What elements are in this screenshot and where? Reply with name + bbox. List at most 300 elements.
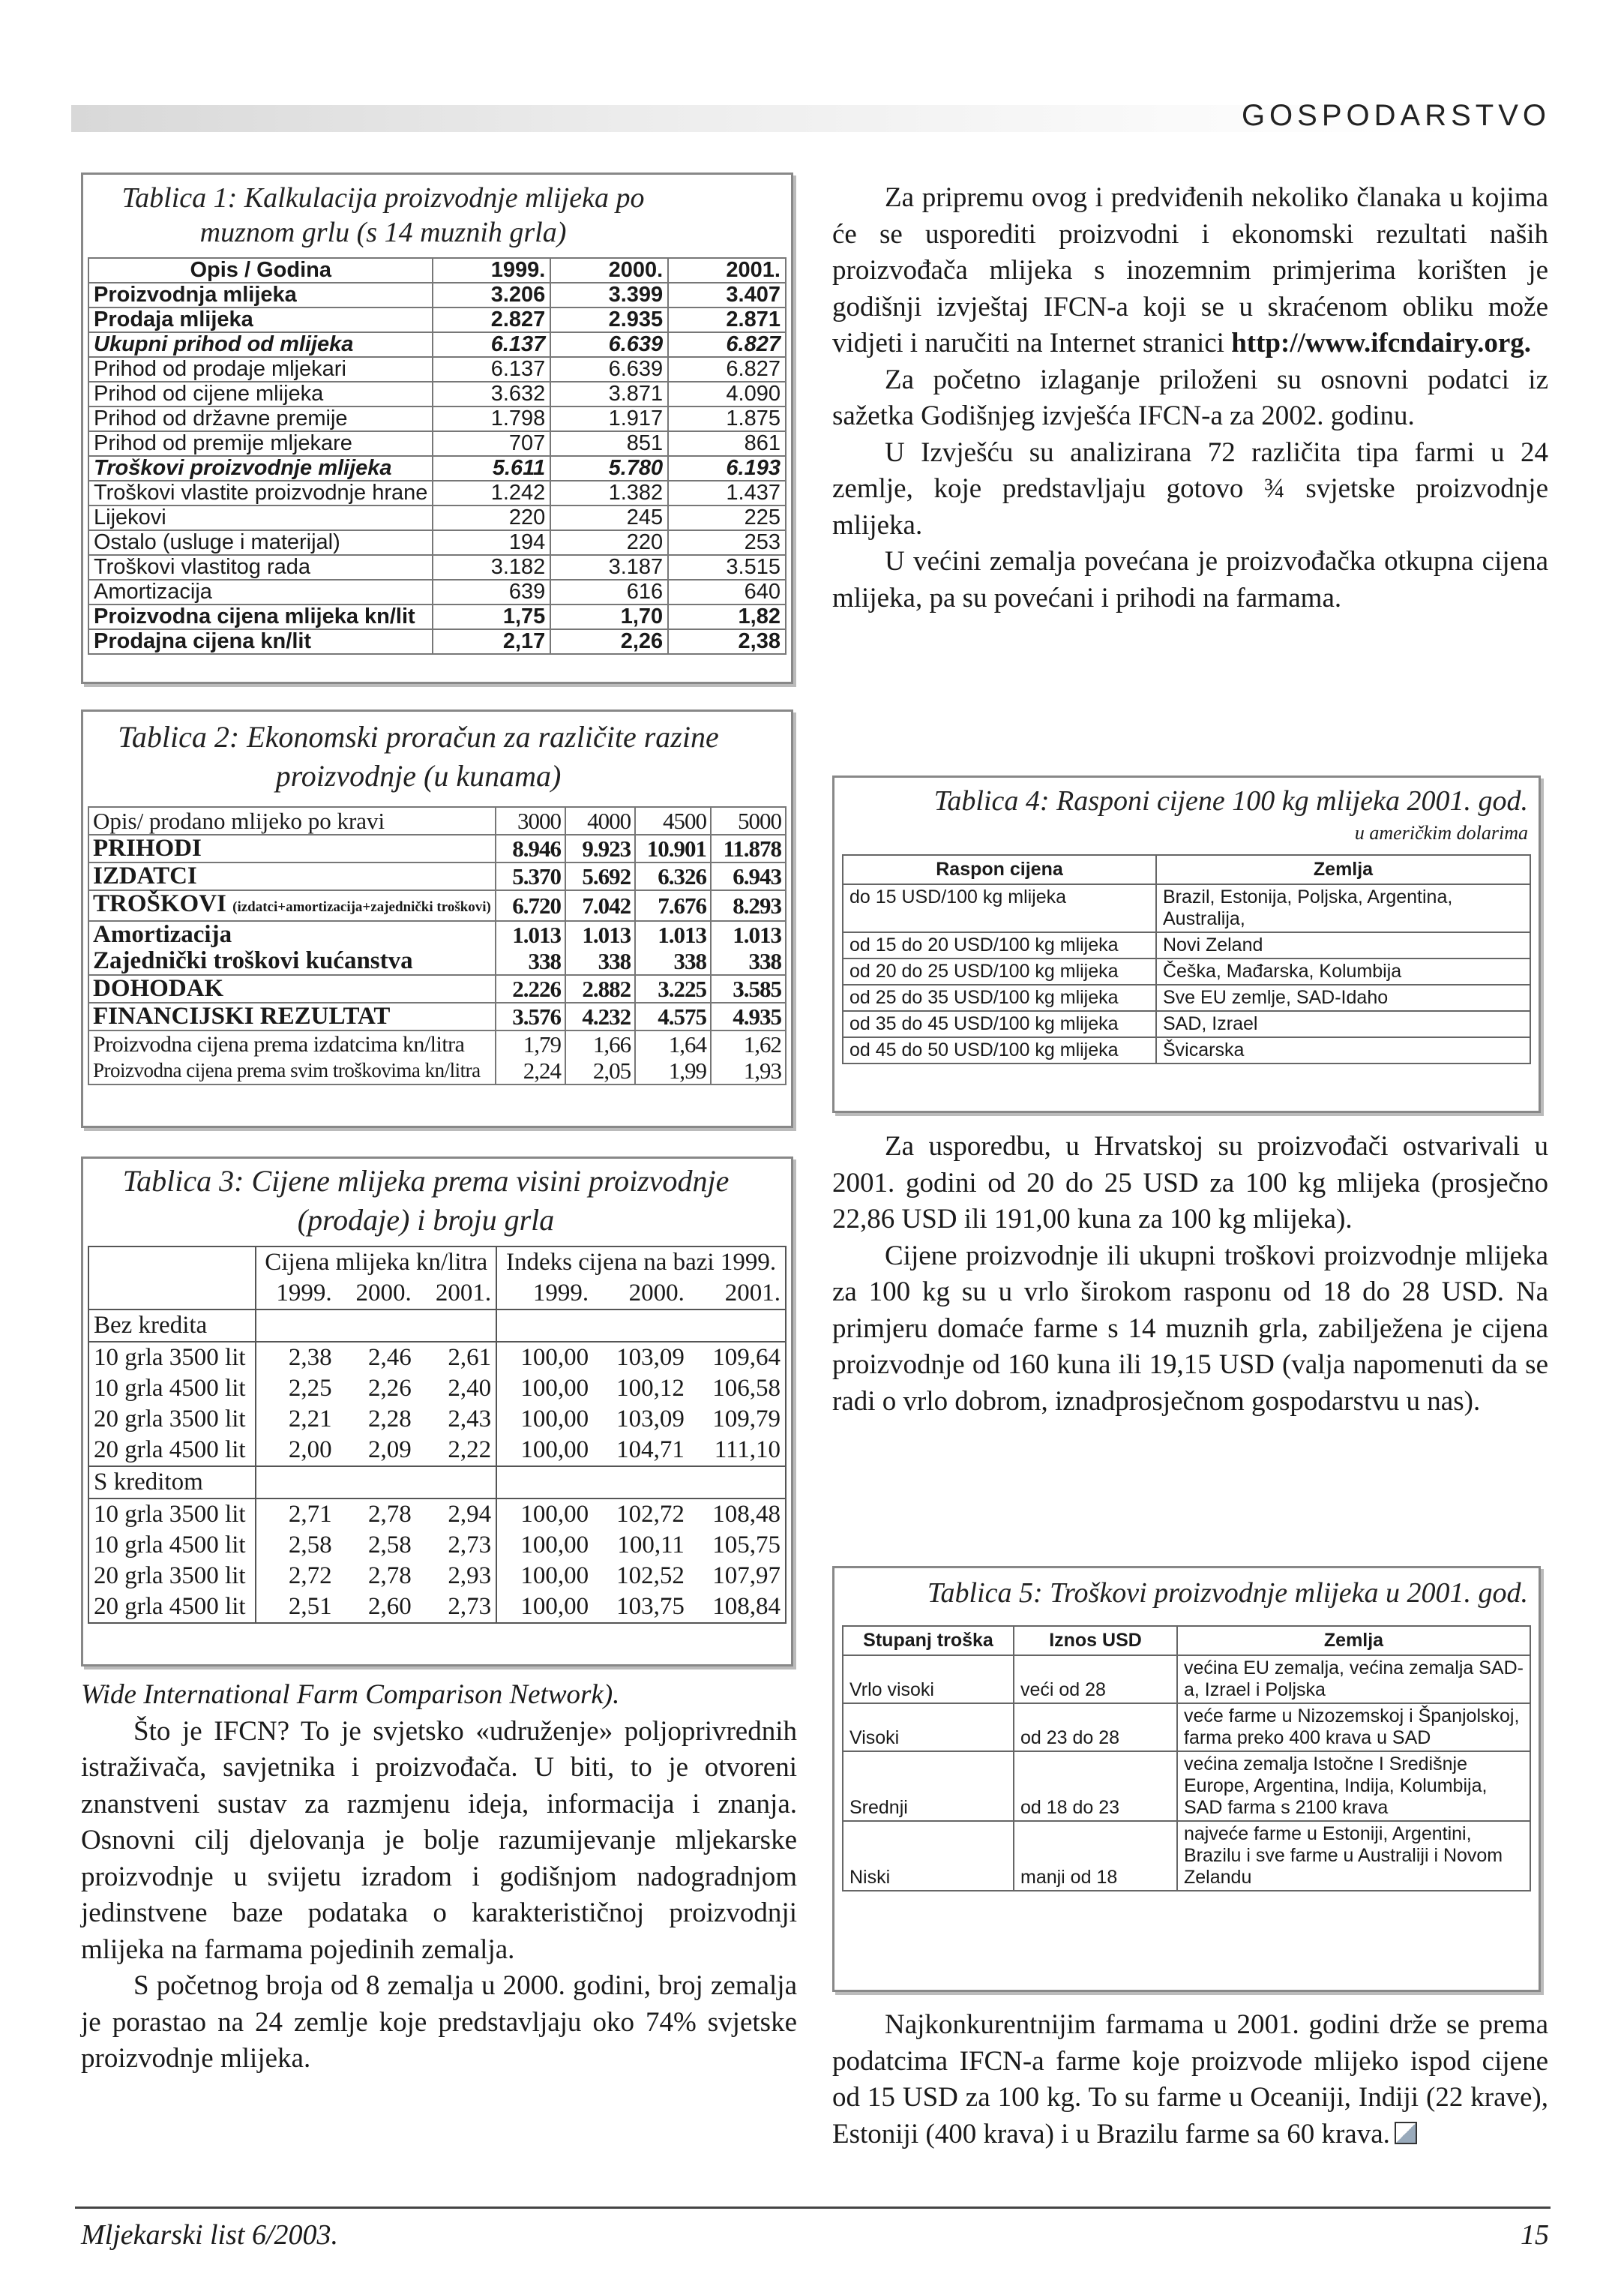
- table-cell-value: 11.878: [711, 835, 786, 862]
- table-cell: Srednji: [843, 1751, 1014, 1821]
- table-3-title: Tablica 3: Cijene mlijeka prema visini proizvodnje (prodaje) i broju grla: [122, 1164, 730, 1237]
- table-cell-value: 2,24: [496, 1058, 565, 1084]
- table-cell-label: 10 grla 3500 lit: [88, 1498, 256, 1530]
- column-header: 1999.: [433, 258, 550, 283]
- right-article-text-3: [832, 2007, 1548, 2152]
- table-cell-label: Prodaja mlijeka: [88, 308, 433, 332]
- table-row: [88, 629, 786, 654]
- table-cell: Vrlo visoki: [843, 1655, 1014, 1703]
- table-cell-value: 109,64: [712, 1344, 781, 1371]
- paragraph: U Izvješću su analizirana 72 različita tipa farmi u 24 zemlje, koje predstavljaju gotovo ¾ svjetske proizvodnje mlijeka.: [832, 436, 1548, 541]
- column-header: Zemlja: [1156, 855, 1530, 884]
- table-cell-label: 20 grla 3500 lit: [88, 1561, 256, 1592]
- table-cell-value: 2,71: [288, 1501, 332, 1528]
- right-article-text-2: [832, 1129, 1548, 1420]
- table-cell-value: 3.182: [433, 555, 550, 580]
- table-cell-value: 3.187: [550, 555, 668, 580]
- table-cell-value: 2,61: [416, 1342, 496, 1373]
- table-cell-value: 2,00: [256, 1435, 336, 1466]
- table-cell-label: Amortizacija: [88, 921, 496, 948]
- table-cell-value: 2.226: [496, 975, 565, 1003]
- table-row: [88, 1530, 786, 1561]
- table-cell-value: 1.917: [550, 406, 668, 431]
- table-cell: veće farme u Nizozemskoj i Španjolskoj, farma preko 400 krava u SAD: [1177, 1703, 1530, 1751]
- column-header: 2001.: [668, 258, 786, 283]
- column-header: Opis/ prodano mlijeko po kravi: [88, 807, 496, 835]
- table-cell-value: 2,40: [416, 1373, 496, 1404]
- table-cell: Sve EU zemlje, SAD-Idaho: [1156, 985, 1530, 1011]
- table-cell-value: 100,00: [520, 1532, 589, 1558]
- table-cell-value: 1.013: [496, 921, 565, 948]
- table-cell: Češka, Mađarska, Kolumbija: [1156, 958, 1530, 985]
- table-cell-value: 1.875: [668, 406, 786, 431]
- table-row: [88, 1342, 786, 1373]
- table-cell-value: 100,11: [617, 1532, 685, 1558]
- year-header: 2001.: [416, 1278, 496, 1310]
- table-cell-value: 2,21: [288, 1406, 332, 1432]
- table-4-title: Tablica 4: Rasponi cijene 100 kg mlijeka 2001. god.: [933, 785, 1528, 817]
- section-label: Bez kredita: [88, 1310, 256, 1342]
- table-1-header-row: [88, 258, 786, 283]
- table-cell: od 45 do 50 USD/100 kg mlijeka: [843, 1037, 1156, 1064]
- table-cell: do 15 USD/100 kg mlijeka: [843, 884, 1156, 932]
- table-cell-value: 245: [550, 506, 668, 530]
- table-5-title: Tablica 5: Troškovi proizvodnje mlijeka u 2001. god.: [927, 1577, 1528, 1609]
- table-row: [843, 884, 1530, 932]
- table-cell-value: 2,26: [368, 1375, 412, 1402]
- table-cell-value: 2,58: [368, 1532, 412, 1558]
- table-cell-value: 6.137: [433, 332, 550, 357]
- table-cell-value: 6.720: [496, 890, 565, 921]
- empty-cell: [496, 1310, 786, 1342]
- table-cell-value: 338: [496, 948, 565, 975]
- table-cell-value: 4.232: [565, 1003, 635, 1030]
- table-cell-value: 6.943: [711, 862, 786, 890]
- section-label: S kreditom: [88, 1466, 256, 1498]
- table-cell-value: 2,60: [337, 1592, 416, 1623]
- table-cell-value: 6.827: [668, 357, 786, 382]
- empty-cell: [88, 1278, 256, 1310]
- table-cell-value: 2,26: [550, 629, 668, 654]
- table-4: [842, 854, 1531, 1064]
- table-cell-label: DOHODAK: [88, 975, 496, 1003]
- table-cell-value: 5.780: [550, 456, 668, 481]
- table-cell-label: 20 grla 4500 lit: [88, 1435, 256, 1466]
- table-cell-value: 2,28: [368, 1406, 412, 1432]
- table-cell-value: 108,84: [689, 1592, 786, 1623]
- table-cell-value: 4.090: [668, 382, 786, 406]
- table-cell-value: 100,00: [520, 1501, 589, 1528]
- table-cell-label: Zajednički troškovi kućanstva: [88, 948, 496, 975]
- table-cell-value: 6.193: [668, 456, 786, 481]
- table-cell-label: Prihod od premije mljekare: [88, 431, 433, 456]
- table-row: [88, 890, 786, 921]
- table-row: [88, 406, 786, 431]
- paragraph: S početnog broja od 8 zemalja u 2000. godini, broj zemalja je porastao na 24 zemlje koje predstavljaju oko 74% svjetske proizvodnje mlijeka.: [81, 1970, 797, 2074]
- table-cell-value: 102,52: [616, 1562, 685, 1589]
- table-row: [843, 1821, 1530, 1891]
- table-cell-value: 2,22: [416, 1435, 496, 1466]
- table-row: [88, 604, 786, 629]
- table-cell-value: 1.382: [550, 481, 668, 506]
- table-2-box: [81, 710, 793, 1128]
- table-cell: Švicarska: [1156, 1037, 1530, 1064]
- table-cell-value: 1.437: [668, 481, 786, 506]
- footer-rule: [75, 2206, 1551, 2209]
- table-cell-value: 2.935: [550, 308, 668, 332]
- table-row: [88, 1058, 786, 1084]
- table-row: [88, 1498, 786, 1530]
- right-article-text-1: [832, 180, 1548, 616]
- year-header: 2000.: [593, 1278, 689, 1310]
- table-cell-label: Proizvodnja mlijeka: [88, 283, 433, 308]
- table-cell-value: 9.923: [565, 835, 635, 862]
- table-cell-value: 2.871: [668, 308, 786, 332]
- table-cell-value: 1,62: [711, 1030, 786, 1058]
- paragraph: Za početno izlaganje priloženi su osnovni podatci iz sažetka Godišnjeg izvješća IFCN-a za 2002. godinu.: [832, 364, 1548, 431]
- empty-cell: [256, 1466, 496, 1498]
- table-4-box: [832, 776, 1541, 1113]
- table-cell-value: 1,82: [668, 604, 786, 629]
- column-header: 2000.: [550, 258, 668, 283]
- table-cell-value: 2,46: [368, 1344, 412, 1371]
- table-cell-label: Prodajna cijena kn/lit: [88, 629, 433, 654]
- table-cell-value: 104,71: [593, 1435, 689, 1466]
- column-header: 3000: [496, 807, 565, 835]
- table-cell-value: 2,51: [256, 1592, 336, 1623]
- table-cell-value: 2,17: [433, 629, 550, 654]
- table-cell-value: 108,48: [712, 1501, 781, 1528]
- left-article-text: [81, 1677, 797, 2078]
- table-cell-value: 106,58: [712, 1375, 781, 1402]
- table-4-subtitle: u američkim dolarima: [1354, 822, 1528, 844]
- table-cell-value: 220: [433, 506, 550, 530]
- table-cell-value: 3.225: [635, 975, 711, 1003]
- table-cell-value: 2.827: [433, 308, 550, 332]
- table-cell-value: 2,72: [288, 1562, 332, 1589]
- table-row: [88, 357, 786, 382]
- table-cell-value: 1,75: [433, 604, 550, 629]
- table-cell-value: 1.798: [433, 406, 550, 431]
- table-cell-value: 4.935: [711, 1003, 786, 1030]
- table-cell-value: 100,00: [496, 1435, 593, 1466]
- table-row: [843, 1011, 1530, 1037]
- year-header: 1999.: [256, 1278, 336, 1310]
- table-cell: najveće farme u Estoniji, Argentini, Brazilu i sve farme u Australiji i Novom Zelandu: [1177, 1821, 1530, 1891]
- table-cell-value: 3.632: [433, 382, 550, 406]
- table-cell-value: 707: [433, 431, 550, 456]
- table-cell-label: IZDATCI: [88, 862, 496, 890]
- table-cell-value: 100,00: [520, 1375, 589, 1402]
- empty-cell: [256, 1310, 496, 1342]
- table-cell-value: 100,00: [520, 1406, 589, 1432]
- table-cell-label: Prihod od državne premije: [88, 406, 433, 431]
- table-cell-value: 1,70: [550, 604, 668, 629]
- table-cell-value: 253: [668, 530, 786, 555]
- table-cell: Niski: [843, 1821, 1014, 1891]
- table-cell-value: 1.013: [635, 921, 711, 948]
- table-row: [88, 862, 786, 890]
- table-cell-value: 2,78: [368, 1501, 412, 1528]
- table4-header-row: [843, 855, 1530, 884]
- table-cell-value: 861: [668, 431, 786, 456]
- table-cell-value: 100,00: [520, 1344, 589, 1371]
- table-row: [88, 1561, 786, 1592]
- table-cell-label: Prihod od cijene mlijeka: [88, 382, 433, 406]
- table-cell-label: Lijekovi: [88, 506, 433, 530]
- table-cell-value: 103,75: [593, 1592, 689, 1623]
- table-cell-label: FINANCIJSKI REZULTAT: [88, 1003, 496, 1030]
- table-row: [88, 308, 786, 332]
- table-cell-label: 10 grla 4500 lit: [88, 1530, 256, 1561]
- table-cell-label: PRIHODI: [88, 835, 496, 862]
- table-row: [88, 835, 786, 862]
- table-row: [88, 506, 786, 530]
- table-cell-value: 100,00: [496, 1592, 593, 1623]
- table-cell: SAD, Izrael: [1156, 1011, 1530, 1037]
- table-cell-label: Proizvodna cijena prema svim troškovima kn/litra: [88, 1058, 496, 1084]
- paragraph-text: Za pripremu ovog i predviđenih nekoliko članaka u kojima će se usporediti proizvodni i ekonomski rezultati naših proizvođača mlijeka s inozemnim primjerima korišten je godišnji izvještaj IFCN-a koji se u skraćenom obliku može vidjeti i naručiti na Internet stranici: [832, 182, 1548, 358]
- table-cell-value: 1,99: [635, 1058, 711, 1084]
- table-5: [842, 1625, 1531, 1892]
- paragraph: [832, 2007, 1548, 2152]
- year-header: 2001.: [689, 1278, 786, 1310]
- table-row: [88, 1373, 786, 1404]
- table-cell-value: 2,43: [416, 1404, 496, 1435]
- table5-header-row: [843, 1626, 1530, 1655]
- table-row: [88, 382, 786, 406]
- column-header: 4000: [565, 807, 635, 835]
- table-row: [88, 332, 786, 357]
- table-cell-label: Proizvodna cijena prema izdatcima kn/litra: [88, 1030, 496, 1058]
- table-3-box: [81, 1156, 793, 1666]
- section-title: GOSPODARSTVO: [1241, 99, 1551, 132]
- table-cell-value: 2,38: [288, 1344, 332, 1371]
- index-group-header: Indeks cijena na bazi 1999.: [505, 1249, 777, 1276]
- table-row: [843, 958, 1530, 985]
- table-cell-value: 100,00: [520, 1562, 589, 1589]
- table-cell-value: 2,94: [416, 1498, 496, 1530]
- paragraph: Za usporedbu, u Hrvatskoj su proizvođači ostvarivali u 2001. godini od 20 do 25 USD za 100 kg mlijeka (prosječno 22,86 USD ili 191,00 kuna za 100 kg mlijeka).: [832, 1131, 1548, 1234]
- table-cell: od 18 do 23: [1014, 1751, 1177, 1821]
- table-row: [88, 1030, 786, 1058]
- table-cell-value: 225: [668, 506, 786, 530]
- paragraph: Što je IFCN? To je svjetsko «udruženje» poljoprivrednih istraživača, savjetnika i proizvođača. U biti, to je otvoreni znanstveni sustav za razmjenu ideja, informacija i znanja. Osnovni cilj djelovanja je bolje razumijevanje mljekarske proizvodnje u svijetu izradom i godišnjom nadogradnjom jedinstvene baze podataka o karakterističnoj proizvodnji mlijeka na farmama pojedinih zemalja.: [81, 1715, 797, 1965]
- table-cell-value: 640: [668, 580, 786, 604]
- table-3-group-header: [88, 1246, 786, 1278]
- table-cell-value: 616: [550, 580, 668, 604]
- table-cell: od 23 do 28: [1014, 1703, 1177, 1751]
- table-cell-value: 2,38: [668, 629, 786, 654]
- table-cell-value: 3.206: [433, 283, 550, 308]
- table-2-header-row: [88, 807, 786, 835]
- table-1-box: [81, 172, 793, 684]
- table-cell-value: 3.585: [711, 975, 786, 1003]
- table-cell-value: 100,12: [616, 1375, 685, 1402]
- table-row: [88, 283, 786, 308]
- table-cell-value: 2.882: [565, 975, 635, 1003]
- table-row: [843, 932, 1530, 958]
- table-cell-value: 103,09: [616, 1406, 685, 1432]
- table-cell-value: 2,78: [368, 1562, 412, 1589]
- table-3: [88, 1246, 787, 1624]
- table-cell-value: 2,09: [337, 1435, 416, 1466]
- table-cell-label: Ukupni prihod od mlijeka: [88, 332, 433, 357]
- column-header: Opis / Godina: [88, 258, 433, 283]
- table-cell-value: 3.871: [550, 382, 668, 406]
- table-cell-value: 6.326: [635, 862, 711, 890]
- table-cell-value: 2,58: [288, 1532, 332, 1558]
- table-cell-label: Amortizacija: [88, 580, 433, 604]
- table-cell: od 20 do 25 USD/100 kg mlijeka: [843, 958, 1156, 985]
- column-header: Zemlja: [1177, 1626, 1530, 1655]
- table-row: [88, 1435, 786, 1466]
- table-cell: većina zemalja Istočne I Središnje Europe, Argentina, Indija, Kolumbija, SAD farma s 2100 krava: [1177, 1751, 1530, 1821]
- table-cell-value: 2,93: [416, 1561, 496, 1592]
- table-row: [88, 530, 786, 555]
- table-cell: veći od 28: [1014, 1655, 1177, 1703]
- year-header: 2000.: [337, 1278, 416, 1310]
- table-cell-label: Troškovi proizvodnje mlijeka: [88, 456, 433, 481]
- column-header: 4500: [635, 807, 711, 835]
- table-cell-value: 1.013: [711, 921, 786, 948]
- table-cell-value: 1,64: [635, 1030, 711, 1058]
- table-cell-value: 338: [635, 948, 711, 975]
- table-cell-value: 220: [550, 530, 668, 555]
- table-row: [843, 1751, 1530, 1821]
- table-cell-value: 103,09: [616, 1344, 685, 1371]
- price-group-header: Cijena mlijeka kn/litra: [256, 1246, 496, 1278]
- table-row: [843, 1037, 1530, 1064]
- column-header: Raspon cijena: [843, 855, 1156, 884]
- table-cell-label: 10 grla 3500 lit: [88, 1342, 256, 1373]
- empty-cell: [88, 1246, 256, 1278]
- table-cell-label: [88, 890, 496, 921]
- page-number: 15: [1521, 2219, 1549, 2251]
- table-row: [88, 1592, 786, 1623]
- table-5-box: [832, 1566, 1541, 1992]
- table-cell-label: 10 grla 4500 lit: [88, 1373, 256, 1404]
- table-cell: od 35 do 45 USD/100 kg mlijeka: [843, 1011, 1156, 1037]
- table-cell-value: 2,25: [288, 1375, 332, 1402]
- table-cell-value: 4.575: [635, 1003, 711, 1030]
- table-cell-value: 3.407: [668, 283, 786, 308]
- table-cell-label: Troškovi vlastitog rada: [88, 555, 433, 580]
- paragraph-text: Najkonkurentnijim farmama u 2001. godini drže se prema podatcima IFCN-a farme koje proizvode mlijeko ispod cijene od 15 USD za 100 kg. To su farme u Oceaniji, Indiji (22 krave), Estoniji (400 krava) i u Brazilu farme sa 60 krava.: [832, 2009, 1548, 2150]
- table-cell-label: 20 grla 4500 lit: [88, 1592, 256, 1623]
- table-cell: od 15 do 20 USD/100 kg mlijeka: [843, 932, 1156, 958]
- table-cell-value: 10.901: [635, 835, 711, 862]
- table-cell-value: 1,66: [565, 1030, 635, 1058]
- table-cell-value: 5.611: [433, 456, 550, 481]
- table-cell-value: 2,73: [416, 1530, 496, 1561]
- table-cell: Novi Zeland: [1156, 932, 1530, 958]
- table-row: [88, 580, 786, 604]
- table-cell-label: TROŠKOVI: [93, 890, 226, 917]
- table-cell-value: 639: [433, 580, 550, 604]
- table-row: [88, 456, 786, 481]
- table-row: [88, 948, 786, 975]
- table-cell-value: 6.137: [433, 357, 550, 382]
- table-cell-value: 338: [565, 948, 635, 975]
- table-cell-value: 8.293: [711, 890, 786, 921]
- table-cell-value: 3.399: [550, 283, 668, 308]
- table-row: [88, 1404, 786, 1435]
- table-cell-value: 6.639: [550, 332, 668, 357]
- paragraph: [832, 180, 1548, 362]
- table-cell-value: 5.692: [565, 862, 635, 890]
- table-cell-value: 1,93: [711, 1058, 786, 1084]
- table-cell-value: 109,79: [712, 1406, 781, 1432]
- column-header: Iznos USD: [1014, 1626, 1177, 1655]
- table-cell-value: 1.013: [565, 921, 635, 948]
- year-header: 1999.: [496, 1278, 593, 1310]
- paragraph: U većini zemalja povećana je proizvođačka otkupna cijena mlijeka, pa su povećani i prihodi na farmama.: [832, 546, 1548, 614]
- table-cell: manji od 18: [1014, 1821, 1177, 1891]
- troskovi-note: (izdatci+amortizacija+zajednički troškovi): [232, 899, 491, 915]
- table-cell-value: 851: [550, 431, 668, 456]
- table-row: [843, 1703, 1530, 1751]
- table-cell: Brazil, Estonija, Poljska, Argentina, Australija,: [1156, 884, 1530, 932]
- table-cell-value: 107,97: [712, 1562, 781, 1589]
- paragraph: Wide International Farm Comparison Network).: [81, 1679, 620, 1710]
- table-1-title: Tablica 1: Kalkulacija proizvodnje mlijeka po muznom grlu (s 14 muznih grla): [121, 182, 645, 248]
- table-1: [88, 257, 787, 655]
- table-cell-value: 8.946: [496, 835, 565, 862]
- table-row: [843, 1655, 1530, 1703]
- empty-cell: [496, 1466, 786, 1498]
- table-row: [843, 985, 1530, 1011]
- table-row: [88, 975, 786, 1003]
- table-2-title: Tablica 2: Ekonomski proračun za različite razine proizvodnje (u kunama): [118, 720, 719, 793]
- table-cell-label: Ostalo (usluge i materijal): [88, 530, 433, 555]
- table-cell-value: 5.370: [496, 862, 565, 890]
- column-header: 5000: [711, 807, 786, 835]
- table-cell-value: 3.576: [496, 1003, 565, 1030]
- table-cell-value: 105,75: [712, 1532, 781, 1558]
- table-cell: od 25 do 35 USD/100 kg mlijeka: [843, 985, 1156, 1011]
- table-cell-value: 6.639: [550, 357, 668, 382]
- table-row: [88, 481, 786, 506]
- table-cell-label: Proizvodna cijena mlijeka kn/lit: [88, 604, 433, 629]
- table-3-year-header: [88, 1278, 786, 1310]
- table-cell: većina EU zemalja, većina zemalja SAD-a, Izrael i Poljska: [1177, 1655, 1530, 1703]
- table-cell-value: 1,79: [496, 1030, 565, 1058]
- table-cell-value: 194: [433, 530, 550, 555]
- table-cell-value: 102,72: [616, 1501, 685, 1528]
- table-cell-value: 1.242: [433, 481, 550, 506]
- table-cell: Visoki: [843, 1703, 1014, 1751]
- end-of-article-icon: [1395, 2122, 1417, 2144]
- table-cell-value: 111,10: [689, 1435, 786, 1466]
- table-cell-value: 6.827: [668, 332, 786, 357]
- table-3-section-row: [88, 1466, 786, 1498]
- website-link[interactable]: http://www.ifcndairy.org.: [1231, 328, 1532, 358]
- table-cell-value: 7.042: [565, 890, 635, 921]
- table-row: [88, 921, 786, 948]
- table-cell-label: 20 grla 3500 lit: [88, 1404, 256, 1435]
- table-cell-value: 2,73: [416, 1592, 496, 1623]
- table-cell-value: 338: [711, 948, 786, 975]
- journal-name: Mljekarski list 6/2003.: [81, 2219, 339, 2251]
- table-row: [88, 431, 786, 456]
- table-3-section-row: [88, 1310, 786, 1342]
- table-cell-value: 3.515: [668, 555, 786, 580]
- table-cell-value: 7.676: [635, 890, 711, 921]
- table-cell-value: 2,05: [565, 1058, 635, 1084]
- table-row: [88, 555, 786, 580]
- table-row: [88, 1003, 786, 1030]
